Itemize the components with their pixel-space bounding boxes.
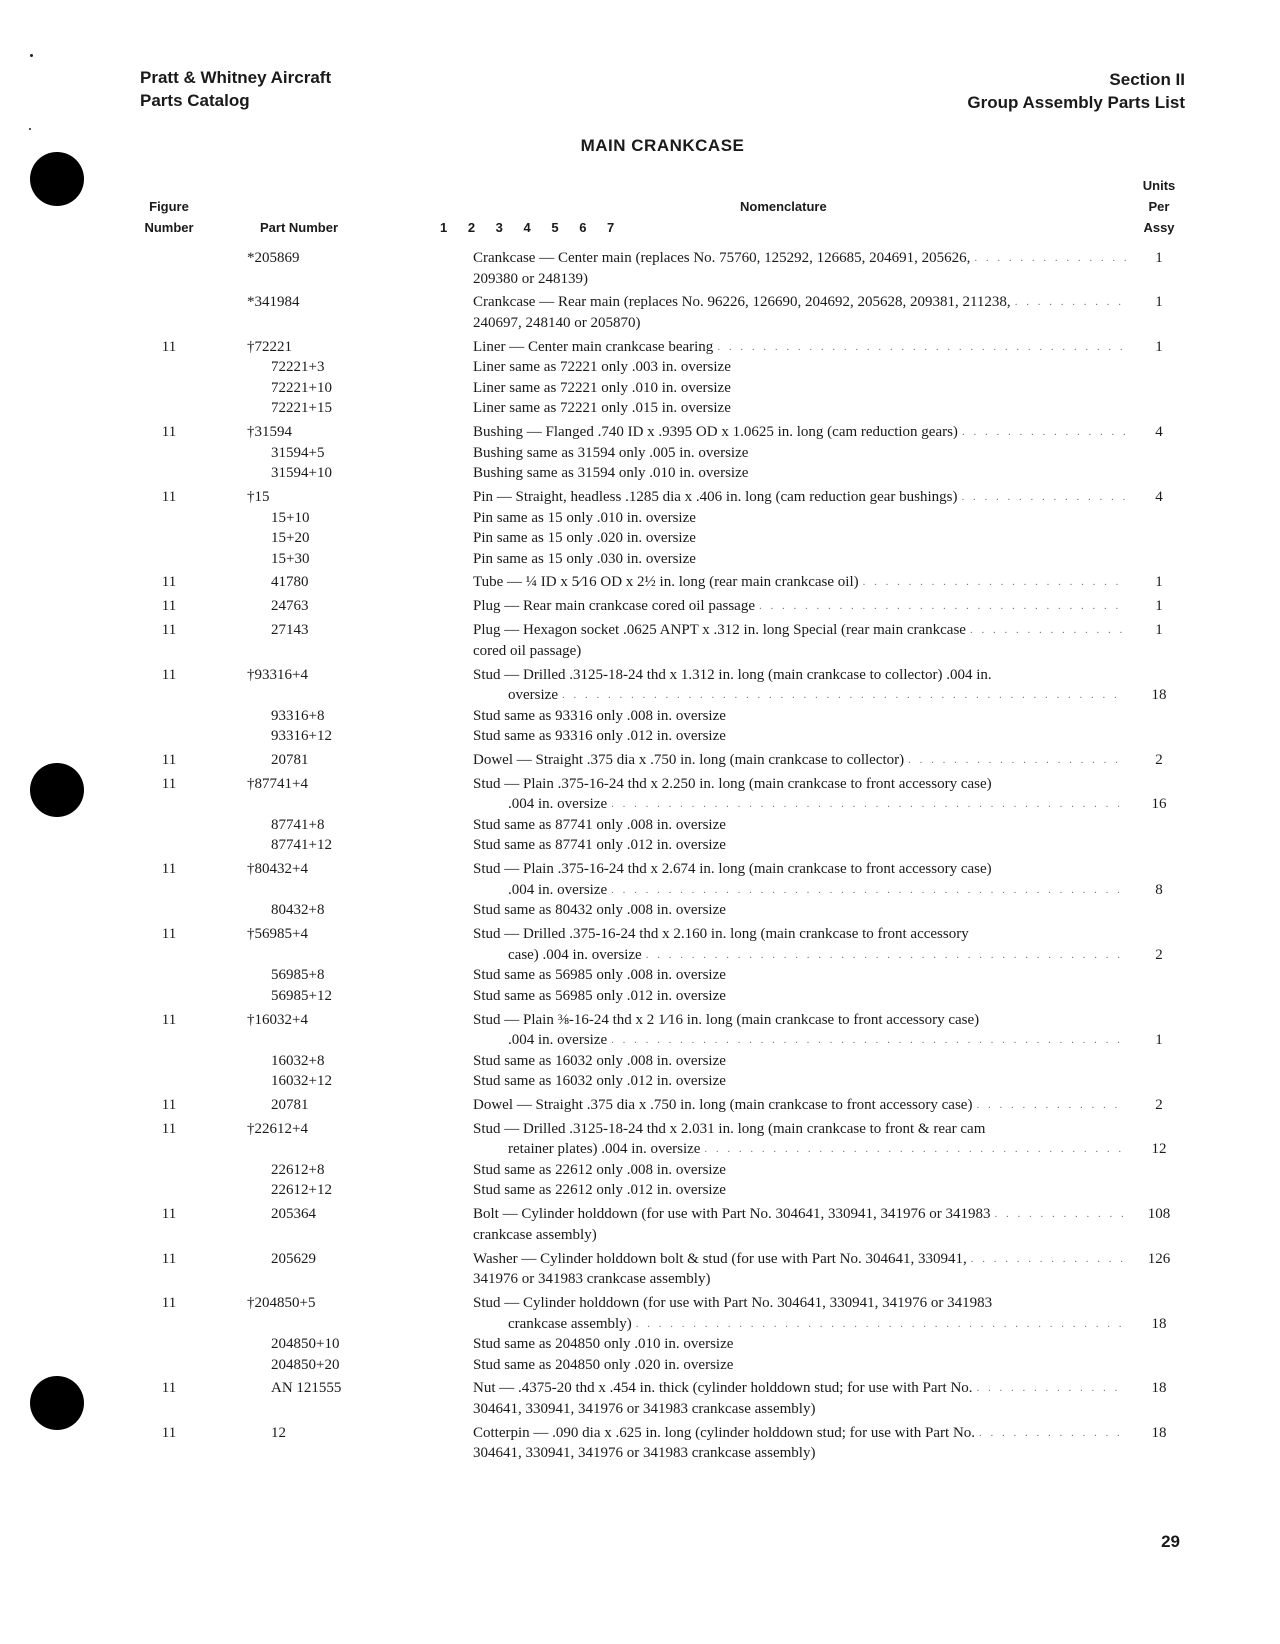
nomenclature-line [473,1030,1130,1051]
part-numbers [240,665,440,747]
units-per-assy: 18 [1151,1380,1167,1397]
nomenclature-line [473,1249,1130,1270]
nomenclature [473,487,1130,569]
parts-row [0,248,1280,289]
figure-number: 11 [161,1206,177,1223]
units-per-assy: 4 [1155,489,1163,506]
dot-leader [971,1249,1126,1270]
nomenclature-text: Cotterpin — .090 dia x .625 in. long (cylinder holddown stud; for use with Part No. [473,1424,976,1441]
nomenclature-line [473,945,1130,966]
nomenclature-line: crankcase assembly) [473,1226,597,1243]
parts-list [0,248,1280,1467]
nomenclature-text: Bushing — Flanged .740 ID x .9395 OD x 1.0625 in. long (cam reduction gears) [473,424,958,441]
nomenclature-line [473,572,1130,593]
catalog-name: Parts Catalog [140,91,250,110]
nomenclature-text: Tube — ¼ ID x 5⁄16 OD x 2½ in. long (rear main crankcase oil) [473,574,859,591]
nomenclature-line: 304641, 330941, 341976 or 341983 crankcase assembly) [473,1400,816,1417]
section-header [967,68,1185,114]
part-number: †80432+4 [247,861,308,878]
speck-mark [30,54,33,57]
nomenclature-line: Stud — Drilled .375-16-24 thd x 2.160 in. long (main crankcase to front accessory [473,926,969,943]
part-number: 93316+12 [271,728,332,745]
nomenclature-line [473,292,1130,313]
nomenclature-line: Stud same as 56985 only .012 in. oversize [473,987,726,1004]
dot-leader [976,1095,1126,1116]
nomenclature-text: oversize [508,687,558,704]
nomenclature-line: Stud same as 87741 only .012 in. oversize [473,837,726,854]
part-number: *205869 [247,250,300,266]
part-number: 72221+15 [271,400,332,417]
parts-row [0,620,1280,661]
dot-leader [979,1423,1126,1444]
figure-number: 11 [161,666,177,683]
nomenclature-line: 304641, 330941, 341976 or 341983 crankcase assembly) [473,1445,816,1462]
part-numbers [240,1423,440,1444]
nomenclature-line: Pin same as 15 only .010 in. oversize [473,509,696,526]
part-number: 56985+12 [271,987,332,1004]
units-per-assy: 108 [1147,1206,1171,1223]
nomenclature [473,1378,1130,1419]
part-numbers [240,292,440,313]
nomenclature-line: Pin same as 15 only .020 in. oversize [473,530,696,547]
parts-row [0,292,1280,333]
nomenclature [473,337,1130,419]
units-per-assy: 4 [1155,424,1163,441]
parts-row [0,1010,1280,1092]
nomenclature-text: crankcase assembly) [508,1315,632,1332]
parts-row [0,774,1280,856]
dot-leader [636,1314,1126,1335]
nomenclature [473,1010,1130,1092]
part-numbers [240,1249,440,1270]
figure-number: 11 [161,1120,177,1137]
nomenclature [473,1119,1130,1201]
parts-row [0,1095,1280,1116]
dot-leader [962,422,1126,443]
figure-number: 11 [161,574,177,591]
part-number: †22612+4 [247,1120,308,1137]
part-number: 93316+8 [271,707,325,724]
nomenclature-text: Bolt — Cylinder holddown (for use with Part No. 304641, 330941, 341976 or 341983 [473,1206,991,1223]
dot-leader [704,1139,1126,1160]
nomenclature [473,248,1130,289]
part-number: 24763 [271,598,309,615]
nomenclature-text: retainer plates) .004 in. oversize [508,1141,701,1158]
part-number: 16032+12 [271,1073,332,1090]
nomenclature-line: Stud — Plain ⅜-16-24 thd x 2 1⁄16 in. long (main crankcase to front accessory case) [473,1011,980,1028]
nomenclature-line: 240697, 248140 or 205870) [473,314,641,331]
units-per-assy: 1 [1155,338,1163,355]
part-numbers [240,487,440,569]
figure-number: 11 [161,622,177,639]
nomenclature-line [473,596,1130,617]
nomenclature-line: 209380 or 248139) [473,270,588,287]
units-per-assy: 1 [1155,574,1163,591]
nomenclature-text: Crankcase — Center main (replaces No. 75760, 125292, 126685, 204691, 205626, [473,250,971,266]
part-numbers [240,1119,440,1201]
parts-row [0,924,1280,1006]
nomenclature-line [473,1378,1130,1399]
units-per-assy: 1 [1155,622,1163,639]
dot-leader [717,337,1126,358]
binder-hole-1 [30,152,84,206]
nomenclature-line: cored oil passage) [473,642,582,659]
nomenclature-line [473,248,1130,269]
nomenclature-line [473,1139,1130,1160]
nomenclature-line [473,1314,1130,1335]
nomenclature-line: Stud same as 87741 only .008 in. oversize [473,816,726,833]
nomenclature-text: .004 in. oversize [508,1032,608,1049]
nomenclature-line: Pin same as 15 only .030 in. oversize [473,550,696,567]
part-number: †204850+5 [247,1295,316,1312]
units-per-assy: 12 [1151,1141,1167,1158]
dot-leader [974,248,1126,269]
units-per-assy: 1 [1155,598,1163,615]
section-title: Group Assembly Parts List [967,93,1185,112]
dot-leader [562,685,1126,706]
part-numbers [240,1010,440,1092]
nomenclature-line: Bushing same as 31594 only .010 in. oversize [473,465,749,482]
nomenclature [473,1204,1130,1245]
units-per-assy-column-header: Units Per Assy [1142,178,1176,235]
part-number: 41780 [271,574,309,591]
part-numbers [240,1095,440,1116]
nomenclature [473,620,1130,661]
dot-leader [611,880,1126,901]
part-number: *341984 [247,294,300,311]
nomenclature-line: Stud same as 93316 only .012 in. oversize [473,728,726,745]
parts-row [0,572,1280,593]
units-per-assy: 2 [1155,946,1163,963]
nomenclature-column-header: Nomenclature [740,199,827,214]
parts-row [0,337,1280,419]
units-per-assy: 126 [1147,1250,1171,1267]
nomenclature [473,665,1130,747]
units-per-assy: 2 [1155,1096,1163,1113]
part-numbers [240,596,440,617]
parts-row [0,1293,1280,1375]
parts-row [0,422,1280,484]
part-numbers [240,1293,440,1375]
dot-leader [611,794,1126,815]
part-numbers [240,1378,440,1399]
part-number [240,794,440,815]
part-number: AN 121555 [271,1380,342,1397]
part-numbers [240,1204,440,1225]
nomenclature [473,1095,1130,1116]
figure-number: 11 [161,1424,177,1441]
nomenclature-text: Dowel — Straight .375 dia x .750 in. long (main crankcase to collector) [473,752,905,769]
units-per-assy: 1 [1155,250,1163,266]
figure-number: 11 [161,775,177,792]
part-numbers [240,337,440,419]
parts-row [0,487,1280,569]
parts-row [0,859,1280,921]
part-number: †16032+4 [247,1011,308,1028]
units-per-assy: 18 [1151,687,1167,704]
nomenclature [473,1249,1130,1290]
figure-number: 11 [161,752,177,769]
part-numbers [240,248,440,269]
nomenclature-line: Stud same as 22612 only .012 in. oversize [473,1182,726,1199]
part-number: †93316+4 [247,666,308,683]
nomenclature-line: Bushing same as 31594 only .005 in. oversize [473,444,749,461]
nomenclature [473,422,1130,484]
part-number: 205629 [271,1250,316,1267]
nomenclature-line [473,794,1130,815]
part-number: 204850+10 [271,1336,340,1353]
nomenclature-text: Plug — Hexagon socket .0625 ANPT x .312 in. long Special (rear main crankcase [473,622,966,639]
part-number: †56985+4 [247,926,308,943]
part-numbers [240,859,440,921]
part-number: †87741+4 [247,775,308,792]
catalog-header [140,66,331,112]
nomenclature-text: Plug — Rear main crankcase cored oil passage [473,598,755,615]
nomenclature-line: Stud same as 204850 only .020 in. oversize [473,1356,734,1373]
speck-mark [29,128,31,130]
part-number: 15+20 [271,530,310,547]
part-number: †15 [247,489,270,506]
nomenclature-line [473,337,1130,358]
nomenclature-line: Liner same as 72221 only .010 in. oversize [473,379,731,396]
part-number: 12 [271,1424,286,1441]
nomenclature [473,596,1130,617]
part-number [240,685,440,706]
parts-row [0,750,1280,771]
part-number [240,1314,440,1335]
part-number: 20781 [271,752,309,769]
parts-row [0,1423,1280,1464]
parts-row [0,1204,1280,1245]
nomenclature-text: Washer — Cylinder holddown bolt & stud (for use with Part No. 304641, 330941, [473,1250,967,1267]
units-per-assy: 18 [1151,1424,1167,1441]
units-per-assy: 2 [1155,752,1163,769]
figure-number: 11 [161,1011,177,1028]
nomenclature-line: Stud — Drilled .3125-18-24 thd x 2.031 in. long (main crankcase to front & rear cam [473,1120,986,1137]
nomenclature-line: 341976 or 341983 crankcase assembly) [473,1271,711,1288]
nomenclature-line: Stud — Plain .375-16-24 thd x 2.674 in. long (main crankcase to front accessory case) [473,861,992,878]
dot-leader [977,1378,1126,1399]
nomenclature [473,1293,1130,1375]
part-number: †31594 [247,424,292,441]
figure-number: 11 [161,598,177,615]
nomenclature-text: Crankcase — Rear main (replaces No. 96226, 126690, 204692, 205628, 209381, 211238, [473,294,1011,311]
nomenclature-line [473,487,1130,508]
part-number: 31594+5 [271,444,325,461]
indent-level-header: 1 2 3 4 5 6 7 [440,220,615,235]
nomenclature-line [473,620,1130,641]
part-number: 72221+10 [271,379,332,396]
nomenclature-text: Nut — .4375-20 thd x .454 in. thick (cylinder holddown stud; for use with Part No. [473,1380,973,1397]
dot-leader [970,620,1126,641]
part-number: 16032+8 [271,1052,325,1069]
part-number: 27143 [271,622,309,639]
parts-row [0,1119,1280,1201]
nomenclature-text: case) .004 in. oversize [508,946,642,963]
units-per-assy: 16 [1151,796,1167,813]
dot-leader [611,1030,1126,1051]
nomenclature-text: Liner — Center main crankcase bearing [473,338,714,355]
nomenclature-line: Stud same as 56985 only .008 in. oversize [473,967,726,984]
nomenclature-line: Liner same as 72221 only .003 in. oversize [473,359,731,376]
part-numbers [240,620,440,641]
part-number: 87741+12 [271,837,332,854]
figure-number: 11 [161,338,177,355]
part-number [240,945,440,966]
nomenclature [473,750,1130,771]
nomenclature-line: Stud — Plain .375-16-24 thd x 2.250 in. long (main crankcase to front accessory case) [473,775,992,792]
part-number: 205364 [271,1206,316,1223]
nomenclature [473,859,1130,921]
part-number-column-header: Part Number [260,220,339,235]
page-title: MAIN CRANKCASE [580,136,745,155]
page-number: 29 [1161,1532,1180,1551]
part-numbers [240,572,440,593]
nomenclature-line: Stud same as 16032 only .008 in. oversize [473,1052,726,1069]
nomenclature-line: Stud same as 93316 only .008 in. oversize [473,707,726,724]
nomenclature-text: .004 in. oversize [508,796,608,813]
nomenclature-line [473,750,1130,771]
dot-leader [994,1204,1126,1225]
part-number: 31594+10 [271,465,332,482]
nomenclature-line [473,422,1130,443]
dot-leader [962,487,1126,508]
units-per-assy: 1 [1155,294,1163,311]
parts-row [0,596,1280,617]
nomenclature [473,924,1130,1006]
nomenclature-text: Pin — Straight, headless .1285 dia x .406 in. long (cam reduction gear bushings) [473,489,958,506]
part-number: 56985+8 [271,967,325,984]
part-numbers [240,924,440,1006]
figure-number: 11 [161,861,177,878]
nomenclature-text: .004 in. oversize [508,881,608,898]
dot-leader [908,750,1126,771]
units-per-assy: 8 [1155,881,1163,898]
part-number [240,1030,440,1051]
figure-number: 11 [161,1295,177,1312]
nomenclature-line: Stud — Drilled .3125-18-24 thd x 1.312 in. long (main crankcase to collector) .004 in. [473,666,992,683]
dot-leader [646,945,1126,966]
figure-number: 11 [161,1250,177,1267]
nomenclature-line [473,880,1130,901]
nomenclature-text: Dowel — Straight .375 dia x .750 in. long (main crankcase to front accessory case) [473,1096,973,1113]
part-number: 80432+8 [271,902,325,919]
nomenclature [473,1423,1130,1464]
parts-row [0,1378,1280,1419]
part-number: 22612+12 [271,1182,332,1199]
nomenclature-line: Stud — Cylinder holddown (for use with Part No. 304641, 330941, 341976 or 341983 [473,1295,993,1312]
dot-leader [863,572,1126,593]
nomenclature-line: Stud same as 16032 only .012 in. oversize [473,1073,726,1090]
part-number: 72221+3 [271,359,325,376]
publisher-name: Pratt & Whitney Aircraft [140,68,332,87]
nomenclature-line [473,1204,1130,1225]
nomenclature-line [473,1423,1130,1444]
part-number [240,1139,440,1160]
nomenclature-line: Stud same as 22612 only .008 in. oversize [473,1161,726,1178]
parts-row [0,665,1280,747]
figure-number-column-header: Figure Number [144,199,194,235]
part-number: 15+30 [271,550,310,567]
part-numbers [240,422,440,484]
section-label: Section II [1109,70,1185,89]
nomenclature-line [473,685,1130,706]
part-numbers [240,750,440,771]
nomenclature-line: Liner same as 72221 only .015 in. oversize [473,400,731,417]
part-number: 15+10 [271,509,310,526]
part-number: 204850+20 [271,1356,340,1373]
part-number: †72221 [247,338,292,355]
part-number: 87741+8 [271,816,325,833]
nomenclature-line: Stud same as 80432 only .008 in. oversize [473,902,726,919]
part-number [240,880,440,901]
figure-number: 11 [161,424,177,441]
nomenclature [473,572,1130,593]
dot-leader [759,596,1126,617]
nomenclature [473,774,1130,856]
figure-number: 11 [161,1380,177,1397]
figure-number: 11 [161,489,177,506]
part-number: 22612+8 [271,1161,325,1178]
parts-row [0,1249,1280,1290]
dot-leader [1015,292,1126,313]
figure-number: 11 [161,926,177,943]
nomenclature-line [473,1095,1130,1116]
units-per-assy: 1 [1155,1032,1163,1049]
part-number: 20781 [271,1096,309,1113]
nomenclature-line: Stud same as 204850 only .010 in. oversize [473,1336,734,1353]
nomenclature [473,292,1130,333]
figure-number: 11 [161,1096,177,1113]
units-per-assy: 18 [1151,1315,1167,1332]
part-numbers [240,774,440,856]
